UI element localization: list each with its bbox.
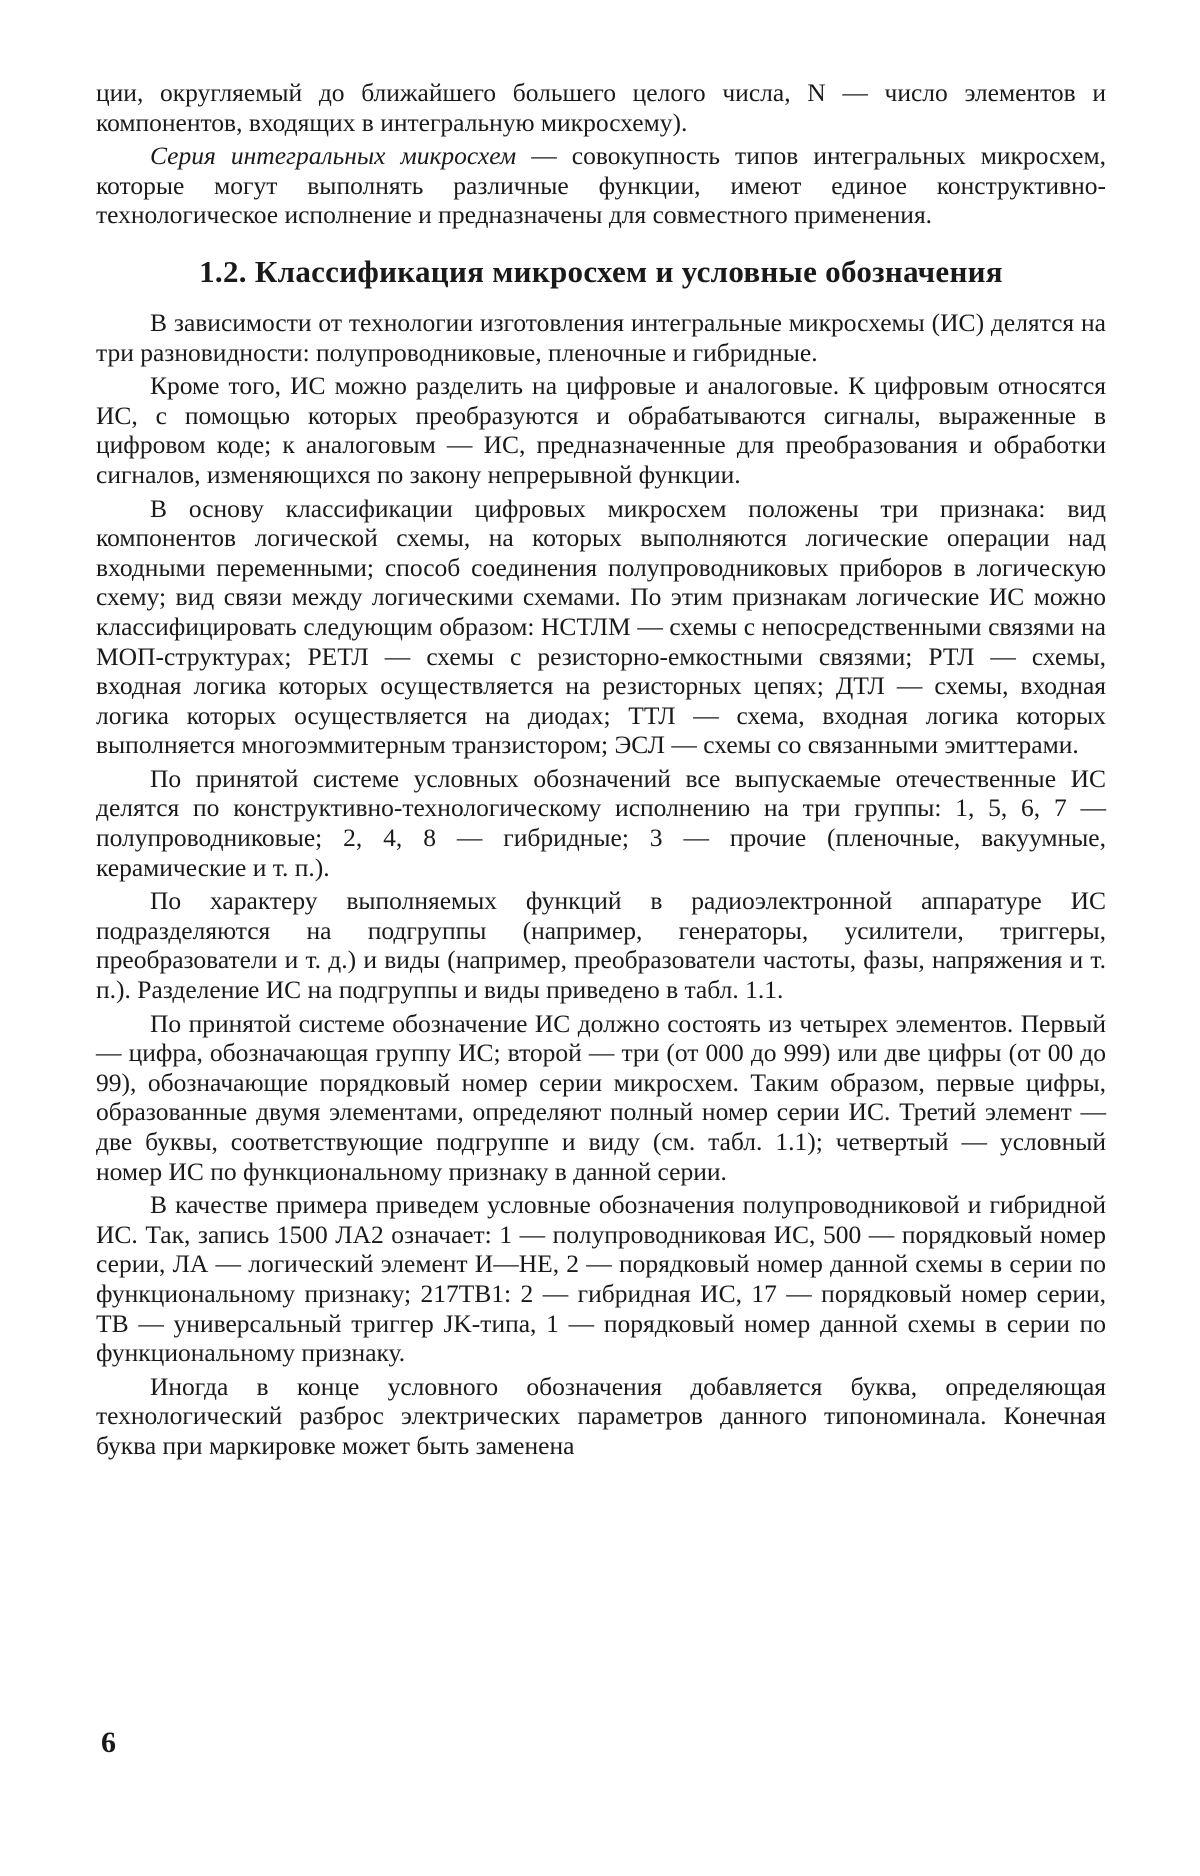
page-body xyxy=(96,78,1106,1461)
series-definition-text: — совокупность типов интегральных микросхем, которые могут выполнять различные функции, имеют единое конструктивно-технологическое исполнение и предназначены для совместного применения. xyxy=(96,141,1106,230)
body-paragraph: По принятой системе условных обозначений все выпускаемые отечественные ИС делятся по конструктивно-технологическому исполнению на три группы: 1, 5, 6, 7 — полупроводниковые; 2, 4, 8 — гибридные; 3 — прочие (пленочные, вакуумные, керамические и т. п.). xyxy=(96,763,1106,882)
body-paragraph: В основу классификации цифровых микросхем положены три признака: вид компонентов логической схемы, на которых выполняются логические операции над входными переменными; способ соединения полупроводниковых приборов в логическую схему; вид связи между логическими схемами. По этим признакам логические ИС можно классифицировать следующим образом: НСТЛМ — схемы с непосредственными связями на МОП-структурах; РЕТЛ — схемы с резисторно-емкостными связями; РТЛ — схемы, входная логика которых осуществляется на резисторных цепях; ДТЛ — схемы, входная логика которых осуществляется на диодах; ТТЛ — схема, входная логика которых выполняется многоэммитерным транзистором; ЭСЛ — схемы со связанными эмиттерами. xyxy=(96,493,1106,760)
body-paragraph: По характеру выполняемых функций в радиоэлектронной аппаратуре ИС подразделяются на подгруппы (например, генераторы, усилители, триггеры, преобразователи и т. д.) и виды (например, преобразователи частоты, фазы, напряжения и т. п.). Разделение ИС на подгруппы и виды приведено в табл. 1.1. xyxy=(96,886,1106,1005)
body-paragraph: В зависимости от технологии изготовления интегральные микросхемы (ИС) делятся на три разновидности: полупроводниковые, пленочные и гибридные. xyxy=(96,307,1106,367)
series-definition-paragraph xyxy=(96,141,1106,230)
continuation-paragraph: ции, округляемый до ближайшего большего целого числа, N — число элементов и компонентов, входящих в интегральную микросхему). xyxy=(96,78,1106,137)
body-paragraph: Иногда в конце условного обозначения добавляется буква, определяющая технологический разброс электрических параметров данного типономинала. Конечная буква при маркировке может быть заменена xyxy=(96,1371,1106,1460)
series-term: Серия интегральных микросхем xyxy=(150,141,517,171)
body-paragraph: По принятой системе обозначение ИС должно состоять из четырех элементов. Первый — цифра, обозначающая группу ИС; второй — три (от 000 до 999) или две цифры (от 00 до 99), обозначающие порядковый номер серии микросхем. Таким образом, первые цифры, образованные двумя элементами, определяют полный номер серии ИС. Третий элемент — две буквы, соответствующие подгруппе и виду (см. табл. 1.1); четвертый — условный номер ИС по функциональному признаку в данной серии. xyxy=(96,1008,1106,1186)
section-heading: 1.2. Классификация микросхем и условные обозначения xyxy=(199,253,1003,289)
body-paragraph: В качестве примера приведем условные обозначения полупроводниковой и гибридной ИС. Так, запись 1500 ЛА2 означает: 1 — полупроводниковая ИС, 500 — порядковый номер серии, ЛА — логический элемент И—НЕ, 2 — порядковый номер данной схемы в серии по функциональному признаку; 217ТВ1: 2 — гибридная ИС, 17 — порядковый номер серии, ТВ — универсальный триггер JK-типа, 1 — порядковый номер данной схемы в серии по функциональному признаку. xyxy=(96,1190,1106,1368)
page-number: 6 xyxy=(101,1726,116,1759)
body-paragraph: Кроме того, ИС можно разделить на цифровые и аналоговые. К цифровым относятся ИС, с помощью которых преобразуются и обрабатываются сигналы, выраженные в цифровом коде; к аналоговым — ИС, предназначенные для преобразования и обработки сигналов, изменяющихся по закону непрерывной функции. xyxy=(96,371,1106,489)
